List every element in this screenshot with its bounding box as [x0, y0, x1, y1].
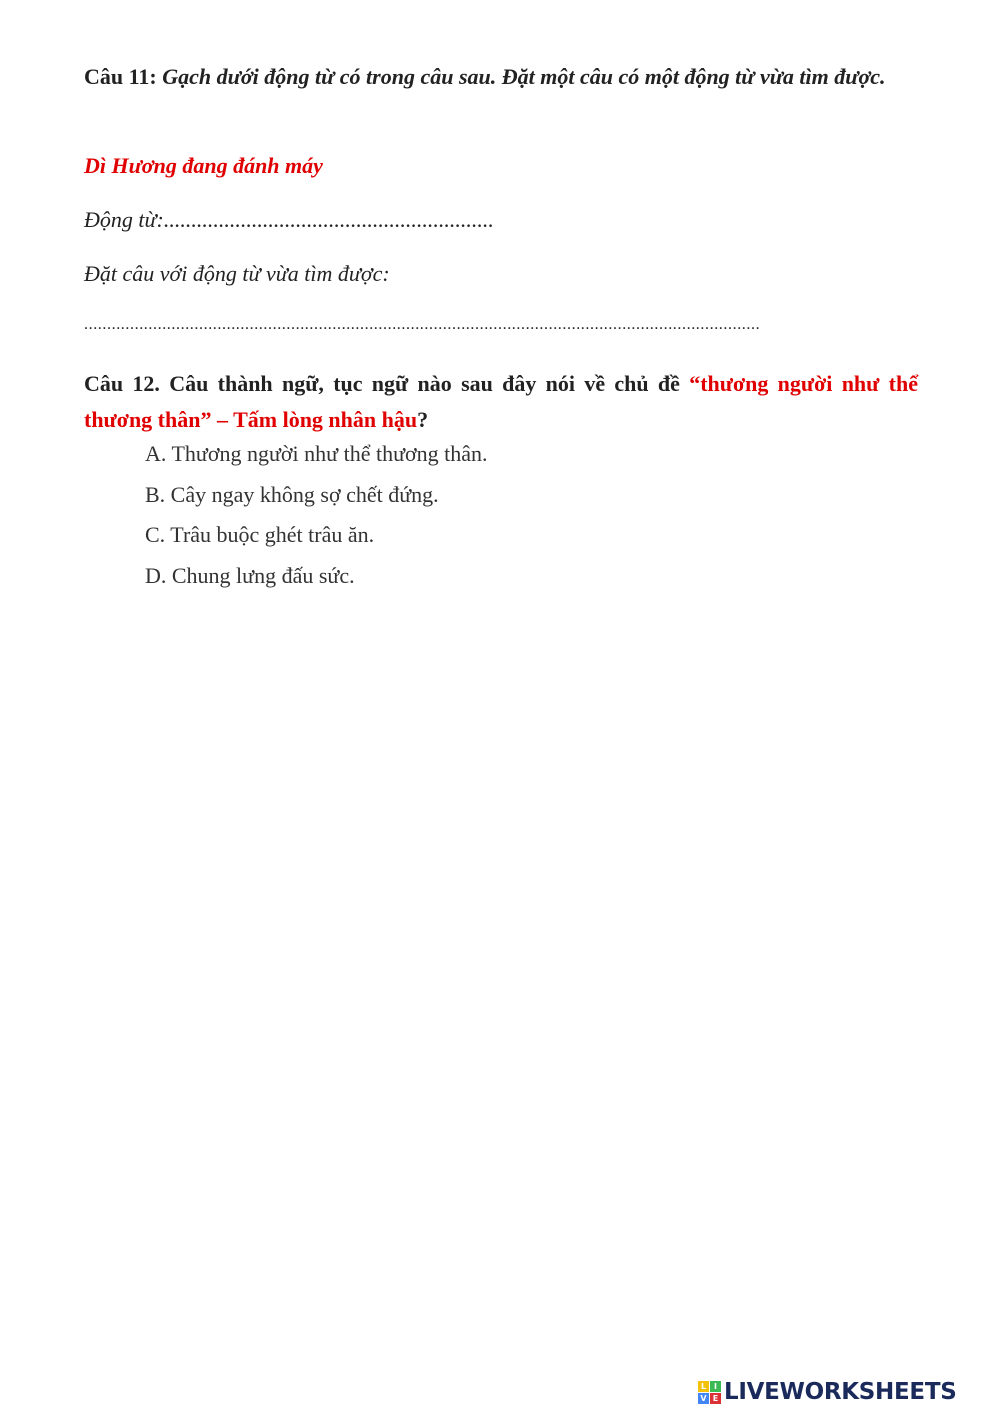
question-11-heading	[84, 56, 916, 97]
liveworksheets-logo-icon: L I V E	[698, 1381, 721, 1404]
question-12-heading	[84, 366, 918, 438]
question-11-label: Câu 11:	[84, 64, 157, 89]
question-12-label: Câu 12.	[84, 371, 160, 396]
question-11-sentence: Dì Hương đang đánh máy	[84, 153, 323, 178]
brand-name: LIVEWORKSHEETS	[724, 1379, 957, 1405]
question-12-text: Câu thành ngữ, tục ngữ nào sau đây nói về chủ đề	[169, 371, 680, 396]
sentence-answer-field[interactable]: ...................................................................................................................................................	[84, 316, 761, 333]
question-11-instruction: Gạch dưới động từ có trong câu sau. Đặt một câu có một động từ vừa tìm được.	[162, 64, 886, 89]
question-12-end: ?	[417, 407, 429, 432]
question-12-highlight: “thương người như thể thương thân” – Tấm lòng nhân hậu	[84, 371, 918, 432]
verb-answer-field[interactable]: Động từ:............................................................	[84, 207, 494, 232]
option-d[interactable]: D. Chung lưng đấu sức.	[145, 563, 355, 588]
option-b[interactable]: B. Cây ngay không sợ chết đứng.	[145, 482, 439, 507]
option-a[interactable]: A. Thương người như thể thương thân.	[145, 441, 488, 466]
liveworksheets-brand	[698, 1377, 956, 1407]
option-c[interactable]: C. Trâu buộc ghét trâu ăn.	[145, 522, 375, 547]
sentence-prompt: Đặt câu với động từ vừa tìm được:	[84, 261, 390, 286]
